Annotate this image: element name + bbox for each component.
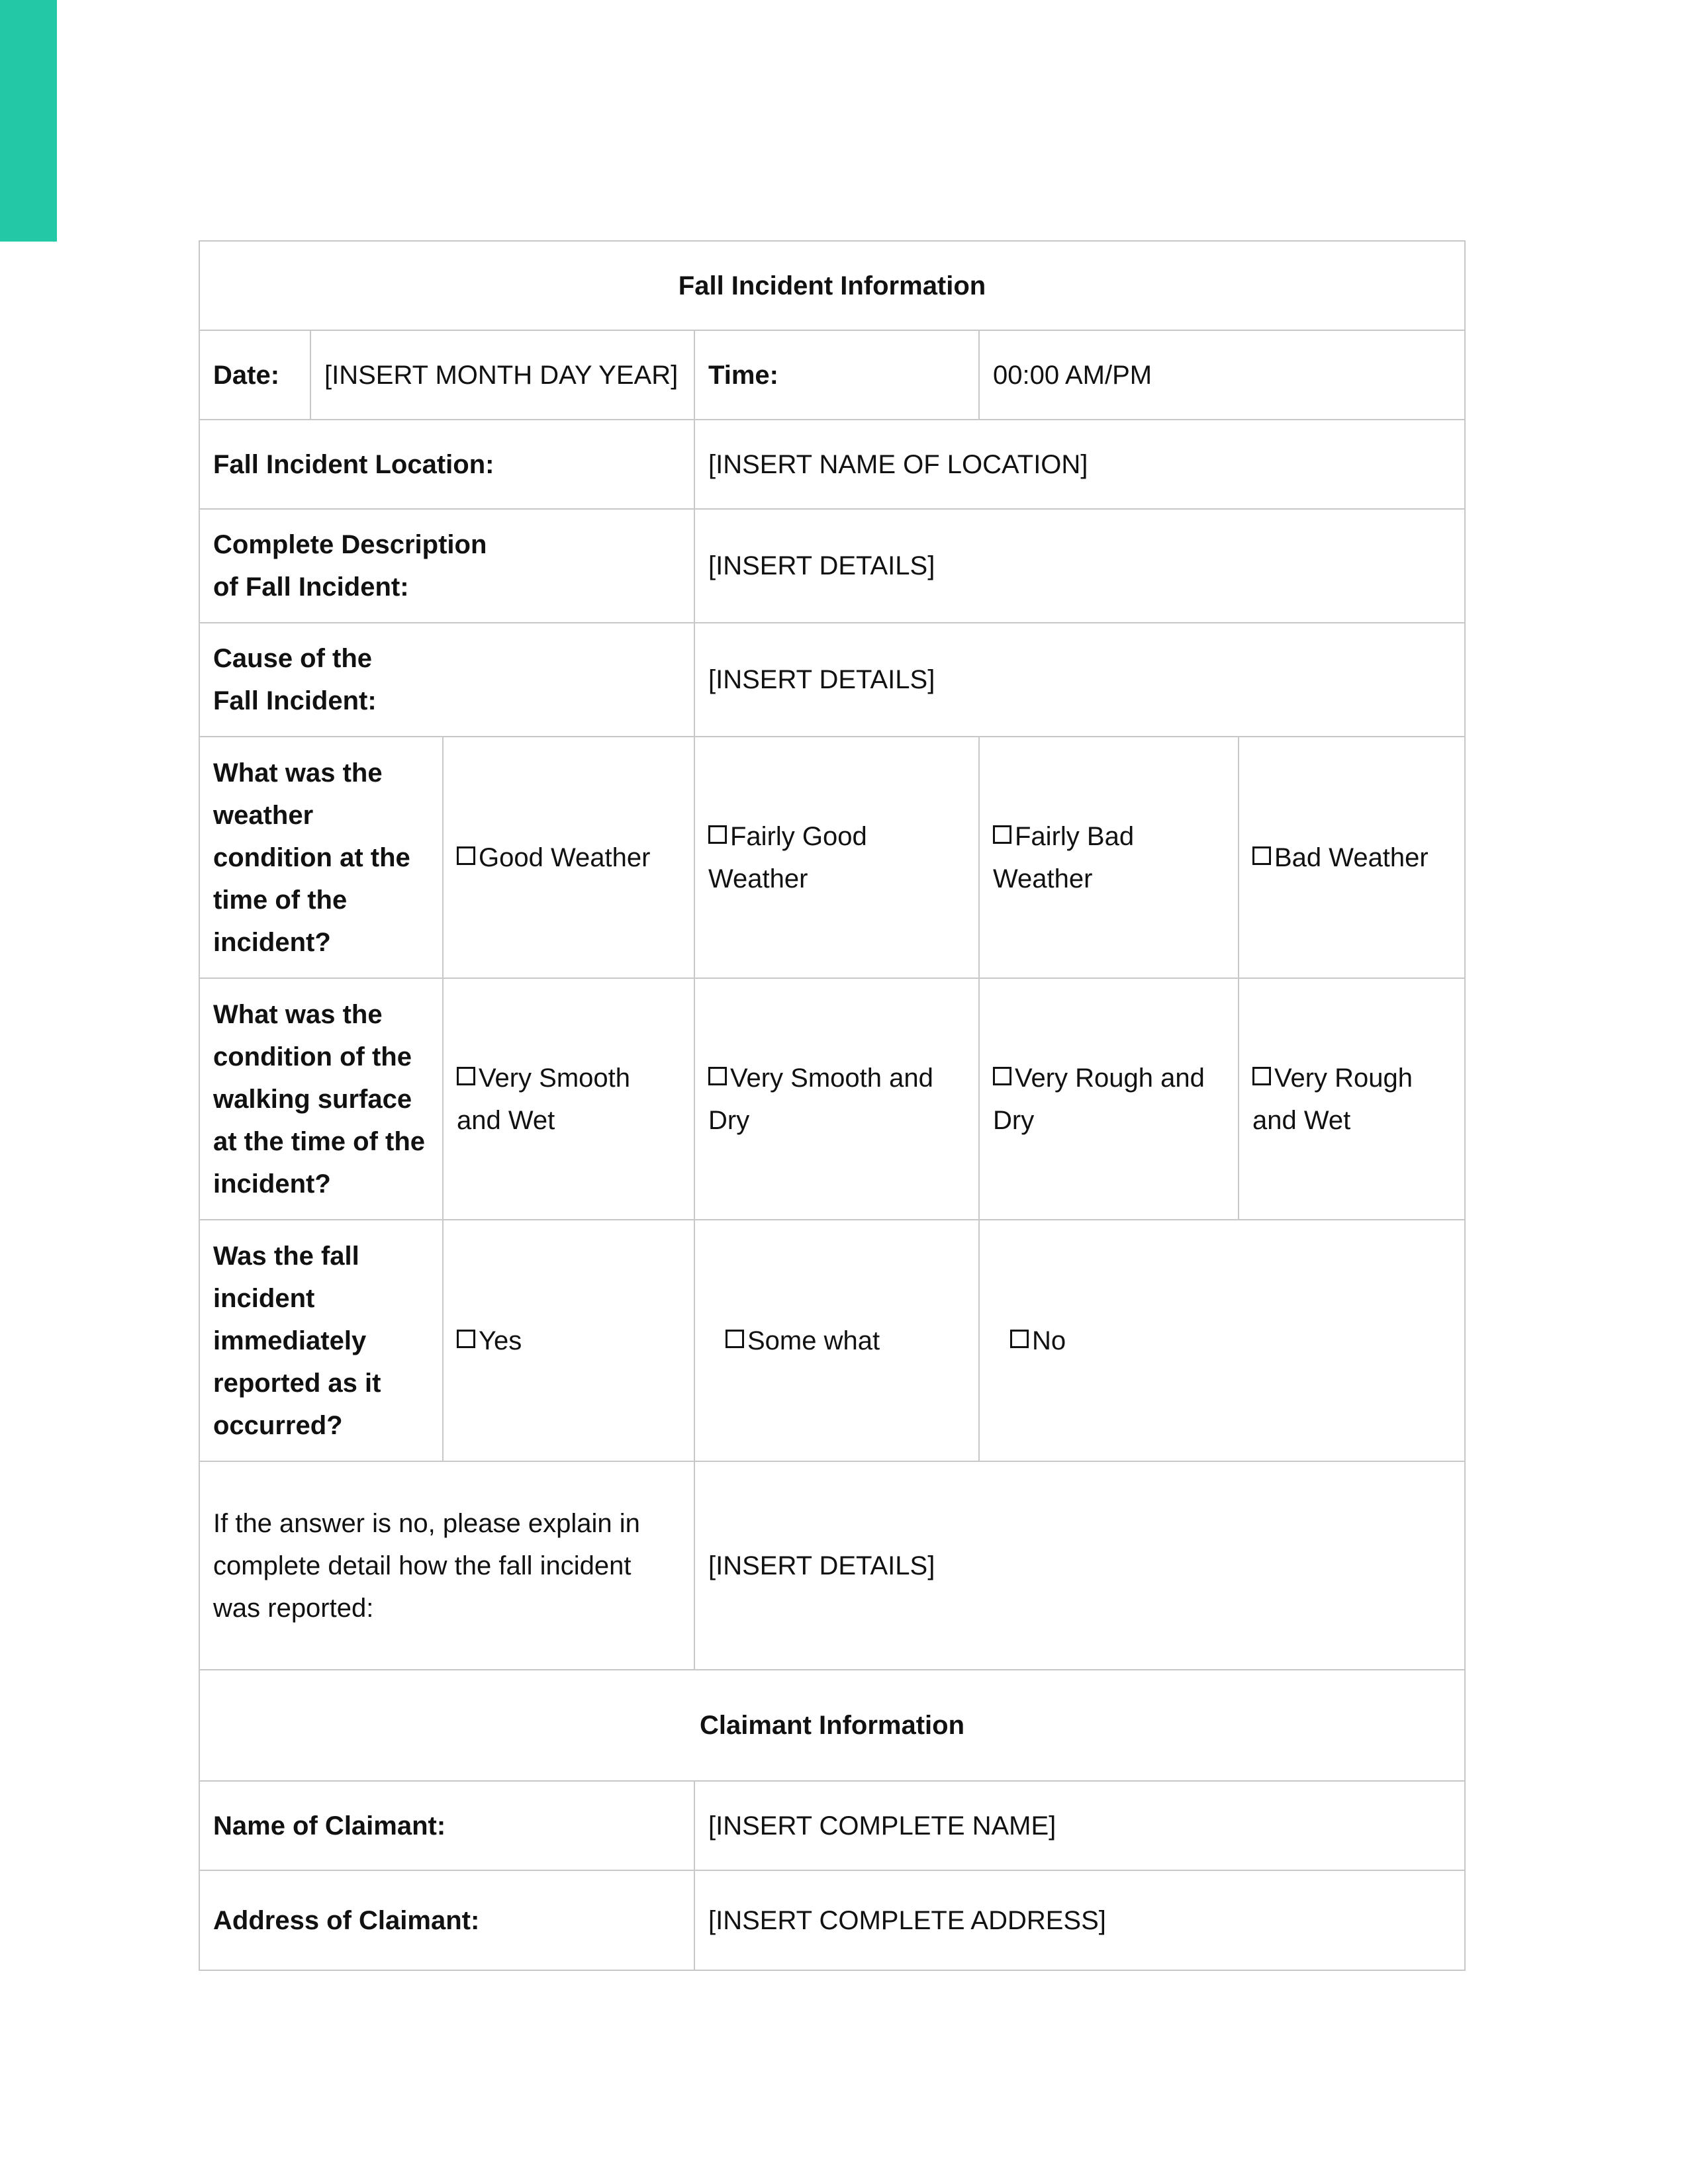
weather-option-fairly-bad[interactable]: [979, 737, 1239, 978]
location-label: Fall Incident Location:: [199, 420, 694, 509]
fall-incident-heading: Fall Incident Information: [199, 241, 1465, 330]
reported-option-some-what[interactable]: [694, 1220, 979, 1461]
surface-option-smooth-wet[interactable]: [443, 978, 694, 1220]
date-label: Date:: [199, 330, 310, 420]
cause-label-line-1: Cause of the: [213, 644, 373, 673]
checkbox-icon[interactable]: [726, 1330, 744, 1348]
cause-label: [199, 623, 694, 737]
accent-bar: [0, 0, 57, 242]
weather-question: What was the weather condition at the time of the incident?: [199, 737, 443, 978]
weather-option-label: Fairly Good Weather: [708, 821, 867, 893]
time-field[interactable]: 00:00 AM/PM: [979, 330, 1465, 420]
surface-option-rough-wet[interactable]: [1239, 978, 1465, 1220]
surface-option-rough-dry[interactable]: [979, 978, 1239, 1220]
claimant-name-label: Name of Claimant:: [199, 1781, 694, 1870]
surface-option-label: Very Smooth and Dry: [708, 1063, 933, 1135]
surface-question: What was the condition of the walking surface at the time of the incident?: [199, 978, 443, 1220]
reported-option-label: No: [1032, 1326, 1066, 1355]
description-field[interactable]: [INSERT DETAILS]: [694, 509, 1465, 623]
surface-option-smooth-dry[interactable]: [694, 978, 979, 1220]
description-label: [199, 509, 694, 623]
weather-option-fairly-good[interactable]: [694, 737, 979, 978]
surface-option-label: Very Smooth and Wet: [457, 1063, 631, 1135]
checkbox-icon[interactable]: [993, 1067, 1011, 1085]
claimant-address-field[interactable]: [INSERT COMPLETE ADDRESS]: [694, 1870, 1465, 1970]
weather-option-good[interactable]: [443, 737, 694, 978]
cause-label-line-2: Fall Incident:: [213, 686, 377, 715]
checkbox-icon[interactable]: [708, 825, 727, 844]
weather-option-bad[interactable]: [1239, 737, 1465, 978]
claimant-heading: Claimant Information: [199, 1670, 1465, 1781]
surface-option-label: Very Rough and Dry: [993, 1063, 1205, 1135]
claimant-name-field[interactable]: [INSERT COMPLETE NAME]: [694, 1781, 1465, 1870]
location-field[interactable]: [INSERT NAME OF LOCATION]: [694, 420, 1465, 509]
checkbox-icon[interactable]: [457, 846, 475, 865]
weather-option-label: Fairly Bad Weather: [993, 821, 1135, 893]
explain-field[interactable]: [INSERT DETAILS]: [694, 1461, 1465, 1670]
cause-field[interactable]: [INSERT DETAILS]: [694, 623, 1465, 737]
description-label-line-2: of Fall Incident:: [213, 572, 409, 602]
time-label: Time:: [694, 330, 979, 420]
reported-option-label: Some what: [747, 1326, 880, 1355]
description-label-line-1: Complete Description: [213, 530, 487, 559]
checkbox-icon[interactable]: [1252, 1067, 1271, 1085]
checkbox-icon[interactable]: [993, 825, 1011, 844]
fall-incident-form: [199, 240, 1466, 1971]
checkbox-icon[interactable]: [457, 1330, 475, 1348]
date-field[interactable]: [INSERT MONTH DAY YEAR]: [310, 330, 694, 420]
checkbox-icon[interactable]: [1252, 846, 1271, 865]
explain-label: If the answer is no, please explain in complete detail how the fall incident was reported:: [199, 1461, 694, 1670]
reported-option-label: Yes: [479, 1326, 522, 1355]
weather-option-label: Good Weather: [479, 842, 651, 872]
reported-option-no[interactable]: [979, 1220, 1465, 1461]
checkbox-icon[interactable]: [708, 1067, 727, 1085]
checkbox-icon[interactable]: [1010, 1330, 1029, 1348]
checkbox-icon[interactable]: [457, 1067, 475, 1085]
reported-option-yes[interactable]: [443, 1220, 694, 1461]
weather-option-label: Bad Weather: [1274, 842, 1429, 872]
claimant-address-label: Address of Claimant:: [199, 1870, 694, 1970]
surface-option-label: Very Rough and Wet: [1252, 1063, 1413, 1135]
reported-question: Was the fall incident immediately reported as it occurred?: [199, 1220, 443, 1461]
